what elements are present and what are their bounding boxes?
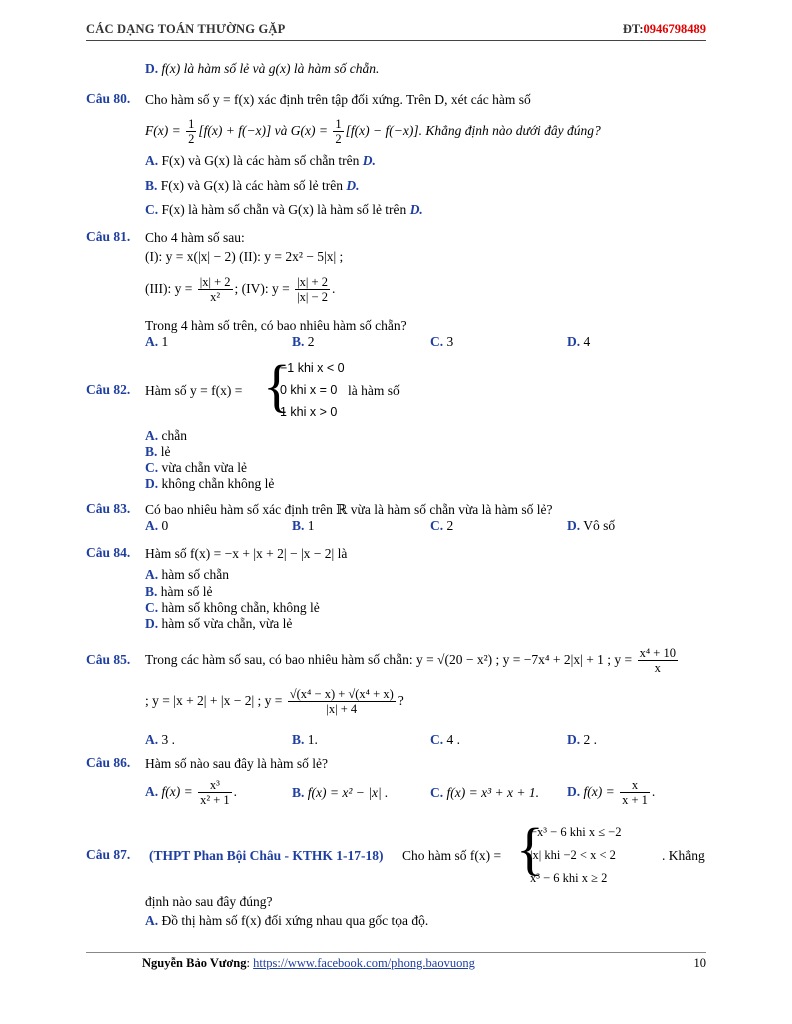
question-83-label: Câu 83. <box>86 501 131 516</box>
q86-text: Hàm số nào sau đây là hàm số lẻ? <box>145 756 328 771</box>
q80-frac-1: $\frac{1}{2}$ <box>188 117 195 147</box>
q87-case-1: −x³ − 6 khi x ≤ −2 <box>530 825 622 839</box>
question-82-label: Câu 82. <box>86 382 131 397</box>
q81-option-a: A. 1 <box>145 334 169 349</box>
q86-option-d: D. f(x) = $\frac{x}{x + 1}$ . <box>567 778 656 808</box>
q87-line2: định nào sau đây đúng? <box>145 894 273 909</box>
q83-text: Có bao nhiêu hàm số xác định trên ℝ vừa là hàm số chẵn vừa là hàm số lẻ? <box>145 502 553 517</box>
q81-intro: Cho 4 hàm số sau: <box>145 230 245 245</box>
q80-line2: F(x) = $\frac{1}{2}$ [f(x) + f(−x)] và G(x) = $\frac{1}{2}$ [f(x) − f(−x)]. Khẳng định nào dưới đây đúng? <box>145 117 601 147</box>
q85-frac-1: $\frac{\text{x⁴ + 10}}{x}$ <box>639 646 676 676</box>
q86-option-c: C. f(x) = x³ + x + 1. <box>430 785 539 800</box>
q81-option-b: B. 2 <box>292 334 315 349</box>
q84-option-d: D. hàm số vừa chẵn, vừa lẻ <box>145 616 293 631</box>
q87-case-2: |x| khi −2 < x < 2 <box>530 848 616 862</box>
q87-case-3: x³ − 6 khi x ≥ 2 <box>530 871 608 885</box>
footer-link[interactable]: https://www.facebook.com/phong.baovuong <box>253 956 475 970</box>
question-81-label: Câu 81. <box>86 229 131 244</box>
q87-lead: Cho hàm số f(x) = <box>402 848 502 863</box>
q82-case-2: 0 khi x = 0 <box>280 383 338 397</box>
q87-tail: . Khẳng <box>662 848 705 863</box>
q87-brace: { <box>516 816 544 881</box>
q82-case-1: −1 khi x < 0 <box>280 361 345 375</box>
header-title: CÁC DẠNG TOÁN THƯỜNG GẶP <box>86 22 286 36</box>
q85-option-d: D. 2 . <box>567 732 597 747</box>
q80-frac-2: $\frac{1}{2}$ <box>335 117 342 147</box>
q84-text: Hàm số f(x) = −x + |x + 2| − |x − 2| là <box>145 546 348 561</box>
page-number: 10 <box>693 956 706 970</box>
q85-line2: ; y = |x + 2| + |x − 2| ; y = $\frac{\text{√(x⁴ − x) + √(x⁴ + x)}}{|x| + 4}$ ? <box>145 687 404 717</box>
q82-option-a: A. chẵn <box>145 428 187 443</box>
q82-tail: là hàm số <box>348 383 400 398</box>
q82-option-b: B. lẻ <box>145 444 171 459</box>
q80-line1: Cho hàm số y = f(x) xác định trên tập đối xứng. Trên D, xét các hàm số <box>145 92 531 107</box>
page-header <box>86 22 706 41</box>
q82-brace: { <box>263 353 291 418</box>
q82-lead: Hàm số y = f(x) = <box>145 383 243 398</box>
prev-option-d: D. f(x) là hàm số lẻ và g(x) là hàm số chẵn. <box>145 61 380 76</box>
q84-option-b: B. hàm số lẻ <box>145 584 213 599</box>
q86-option-a: A. f(x) = $\frac{\text{x³}}{\text{x² + 1}}$ . <box>145 778 238 808</box>
q81-option-c: C. 3 <box>430 334 454 349</box>
q86-a-frac: $\frac{\text{x³}}{\text{x² + 1}}$ <box>200 778 230 808</box>
header-phone: ĐT:0946798489 <box>622 22 706 36</box>
q85-option-c: C. 4 . <box>430 732 460 747</box>
q85-option-a: A. 3 . <box>145 732 175 747</box>
q81-frac-iv: $\frac{|x| + 2}{|x| - 2}$ <box>297 275 328 305</box>
q83-option-d: D. Vô số <box>567 518 616 533</box>
q81-option-d: D. 4 <box>567 334 591 349</box>
q81-question: Trong 4 hàm số trên, có bao nhiêu hàm số chẵn? <box>145 318 407 333</box>
q84-option-a: A. hàm số chẵn <box>145 567 229 582</box>
q80-option-c: C. F(x) là hàm số chẵn và G(x) là hàm số lẻ trên D. <box>145 202 423 217</box>
q81-line2: (III): y = $\frac{|x| + 2}{\text{x²}}$ ; (IV): y = $\frac{|x| + 2}{|x| - 2}$ . <box>145 275 336 305</box>
footer-author: Nguyễn Bảo Vương: https://www.facebook.com/phong.baovuong <box>142 956 475 970</box>
q80-option-b: B. F(x) và G(x) là các hàm số lẻ trên D. <box>145 178 360 193</box>
q82-option-c: C. vừa chẵn vừa lẻ <box>145 460 247 475</box>
q82-case-3: 1 khi x > 0 <box>280 405 338 419</box>
q87-source: (THPT Phan Bội Châu - KTHK 1-17-18) <box>149 848 384 863</box>
question-86-label: Câu 86. <box>86 755 131 770</box>
question-84-label: Câu 84. <box>86 545 131 560</box>
q85-option-b: B. 1. <box>292 732 318 747</box>
q86-option-b: B. f(x) = x² − |x| . <box>292 785 389 800</box>
q84-option-c: C. hàm số không chẵn, không lẻ <box>145 600 320 615</box>
q87-option-a: A. Đồ thị hàm số f(x) đối xứng nhau qua gốc tọa độ. <box>145 913 429 928</box>
page-footer <box>86 952 706 970</box>
q81-line1: (I): y = x(|x| − 2) (II): y = 2x² − 5|x| ; <box>145 249 344 264</box>
q85-frac-2: $\frac{\text{√(x⁴ − x) + √(x⁴ + x)}}{|x| + 4}$ <box>289 687 394 717</box>
question-80-label: Câu 80. <box>86 91 131 106</box>
q83-option-a: A. 0 <box>145 518 169 533</box>
q81-frac-iii: $\frac{|x| + 2}{\text{x²}}$ <box>199 275 231 305</box>
q83-option-b: B. 1 <box>292 518 315 533</box>
q83-option-c: C. 2 <box>430 518 454 533</box>
q82-option-d: D. không chẵn không lẻ <box>145 476 275 491</box>
question-87-label: Câu 87. <box>86 847 131 862</box>
q80-option-a: A. F(x) và G(x) là các hàm số chẵn trên D. <box>145 153 376 168</box>
question-85-label: Câu 85. <box>86 652 131 667</box>
q85-line1: Trong các hàm số sau, có bao nhiêu hàm số chẵn: y = √(20 − x²) ; y = −7x⁴ + 2|x| + 1 ; y = $\frac{\text{x⁴ + 10}}{x}$ <box>145 646 676 676</box>
q86-d-frac: $\frac{x}{x + 1}$ <box>622 778 648 808</box>
